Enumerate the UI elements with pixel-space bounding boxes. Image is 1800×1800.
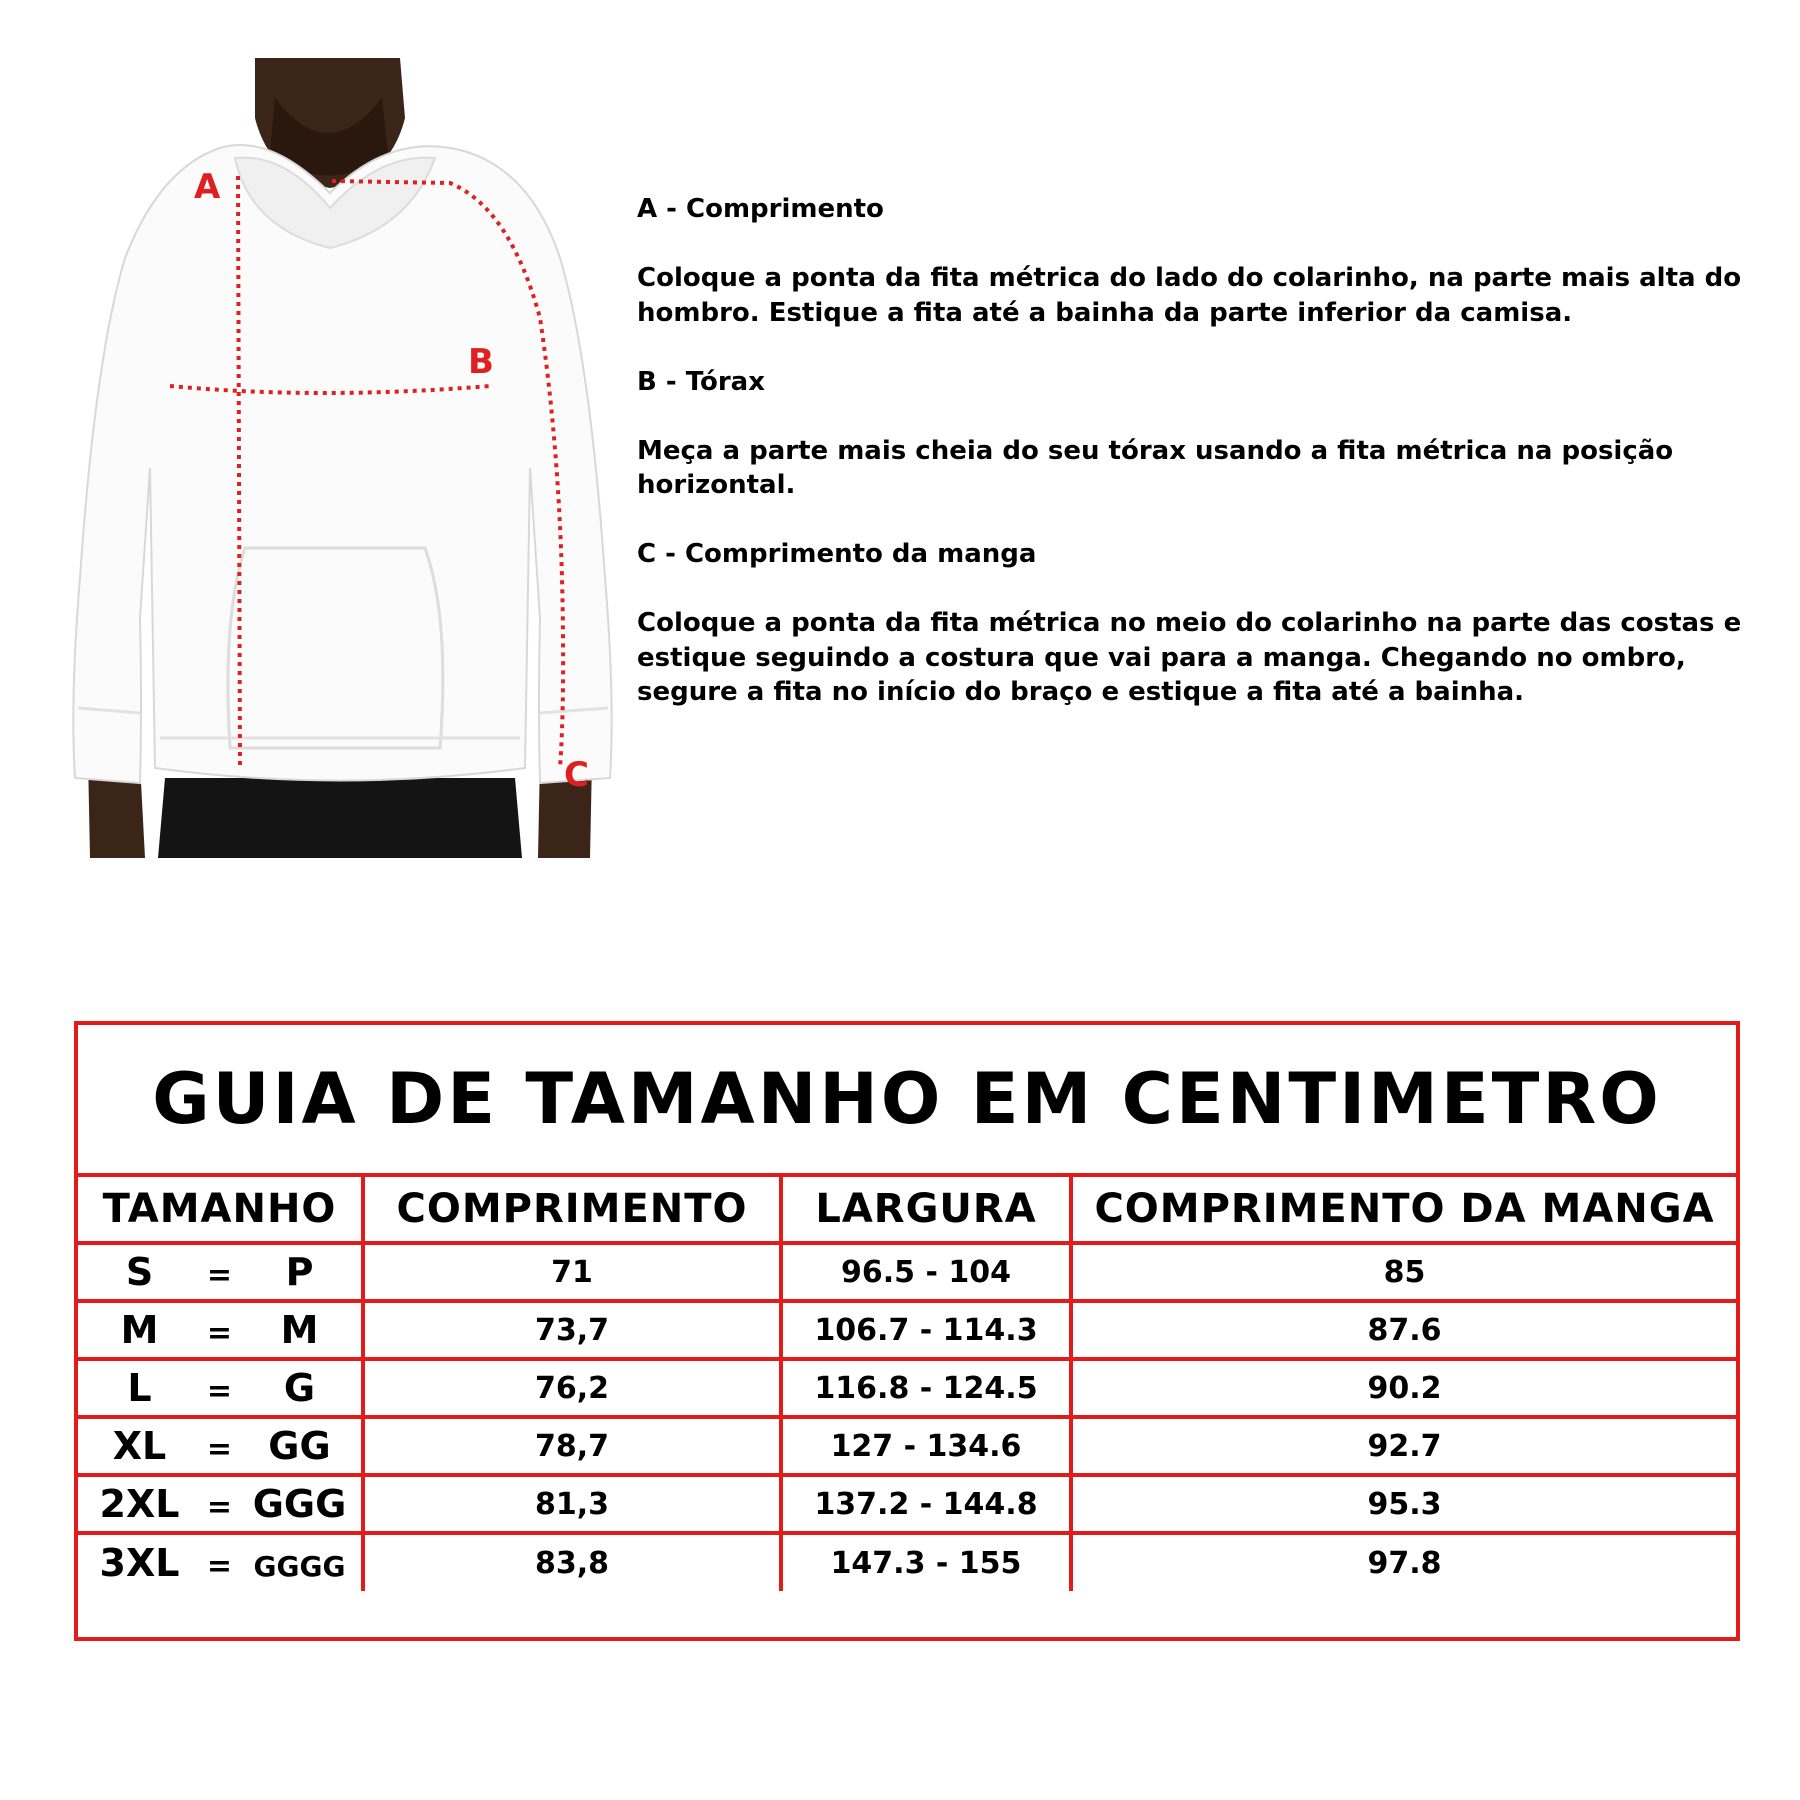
comprimento-cell: 78,7: [363, 1417, 781, 1475]
size-cell: [78, 1475, 363, 1533]
largura-cell: 127 - 134.6: [781, 1417, 1071, 1475]
table-header-row: [78, 1177, 1736, 1243]
comprimento-cell: 71: [363, 1243, 781, 1301]
size-equals: =: [206, 1316, 233, 1351]
label-c: C: [564, 755, 589, 795]
size-cell: [78, 1417, 363, 1475]
instruction-a-text: Coloque a ponta da fita métrica do lado do colarinho, na parte mais alta do hombro. Estique a fita até a bainha da parte inferior da camisa.: [637, 263, 1742, 328]
table-row: [78, 1301, 1736, 1359]
size-equals: =: [206, 1258, 233, 1293]
comprimento-cell: 81,3: [363, 1475, 781, 1533]
comprimento-cell: 76,2: [363, 1359, 781, 1417]
manga-cell: 92.7: [1071, 1417, 1736, 1475]
largura-cell: 147.3 - 155: [781, 1533, 1071, 1591]
label-a: A: [194, 167, 221, 207]
size-br: GGGG: [253, 1550, 346, 1583]
size-intl: S: [125, 1250, 154, 1294]
instruction-c-title: C - Comprimento da manga: [637, 539, 1037, 569]
table-row: [78, 1475, 1736, 1533]
table-row: [78, 1533, 1736, 1591]
size-br: G: [283, 1366, 316, 1410]
size-br: P: [285, 1250, 314, 1294]
instruction-b-text: Meça a parte mais cheia do seu tórax usando a fita métrica na posição horizontal.: [637, 435, 1674, 500]
size-br: M: [280, 1308, 319, 1352]
comprimento-cell: 83,8: [363, 1533, 781, 1591]
size-equals: =: [206, 1374, 233, 1409]
largura-cell: 116.8 - 124.5: [781, 1359, 1071, 1417]
header-largura: LARGURA: [781, 1177, 1071, 1243]
manga-cell: 87.6: [1071, 1301, 1736, 1359]
size-equals: =: [206, 1490, 233, 1525]
header-tamanho: TAMANHO: [78, 1177, 363, 1243]
largura-cell: 137.2 - 144.8: [781, 1475, 1071, 1533]
largura-cell: 106.7 - 114.3: [781, 1301, 1071, 1359]
manga-cell: 95.3: [1071, 1475, 1736, 1533]
size-br: GGG: [252, 1482, 347, 1526]
size-intl: M: [120, 1308, 159, 1352]
size-equals: =: [206, 1549, 233, 1584]
size-intl: 3XL: [99, 1541, 180, 1585]
size-cell: [78, 1533, 363, 1591]
size-intl: 2XL: [99, 1482, 180, 1526]
size-table: [78, 1177, 1736, 1591]
label-b: B: [468, 342, 494, 382]
instruction-c-text: Coloque a ponta da fita métrica no meio do colarinho na parte das costas e estique seguindo a costura que vai para a manga. Chegando no ombro, segure a fita no início do braço e estique a fita até a bainha.: [637, 608, 1742, 707]
size-guide-title: GUIA DE TAMANHO EM CENTIMETRO: [78, 1025, 1736, 1177]
instruction-a-title: A - Comprimento: [637, 194, 884, 224]
table-row: [78, 1359, 1736, 1417]
table-row: [78, 1243, 1736, 1301]
size-intl: XL: [112, 1424, 167, 1468]
size-cell: [78, 1359, 363, 1417]
size-cell: [78, 1243, 363, 1301]
size-guide-table: [74, 1021, 1740, 1641]
manga-cell: 85: [1071, 1243, 1736, 1301]
header-comprimento: COMPRIMENTO: [363, 1177, 781, 1243]
table-row: [78, 1417, 1736, 1475]
size-equals: =: [206, 1432, 233, 1467]
size-cell: [78, 1301, 363, 1359]
hoodie-measurement-illustration: [70, 58, 620, 858]
manga-cell: 97.8: [1071, 1533, 1736, 1591]
header-comprimento-manga: COMPRIMENTO DA MANGA: [1071, 1177, 1736, 1243]
instruction-b-title: B - Tórax: [637, 366, 765, 397]
measurement-instructions: [637, 192, 1747, 744]
size-intl: L: [127, 1366, 152, 1410]
size-br: GG: [268, 1424, 331, 1468]
comprimento-cell: 73,7: [363, 1301, 781, 1359]
largura-cell: 96.5 - 104: [781, 1243, 1071, 1301]
hoodie-photo: [70, 58, 620, 858]
manga-cell: 90.2: [1071, 1359, 1736, 1417]
